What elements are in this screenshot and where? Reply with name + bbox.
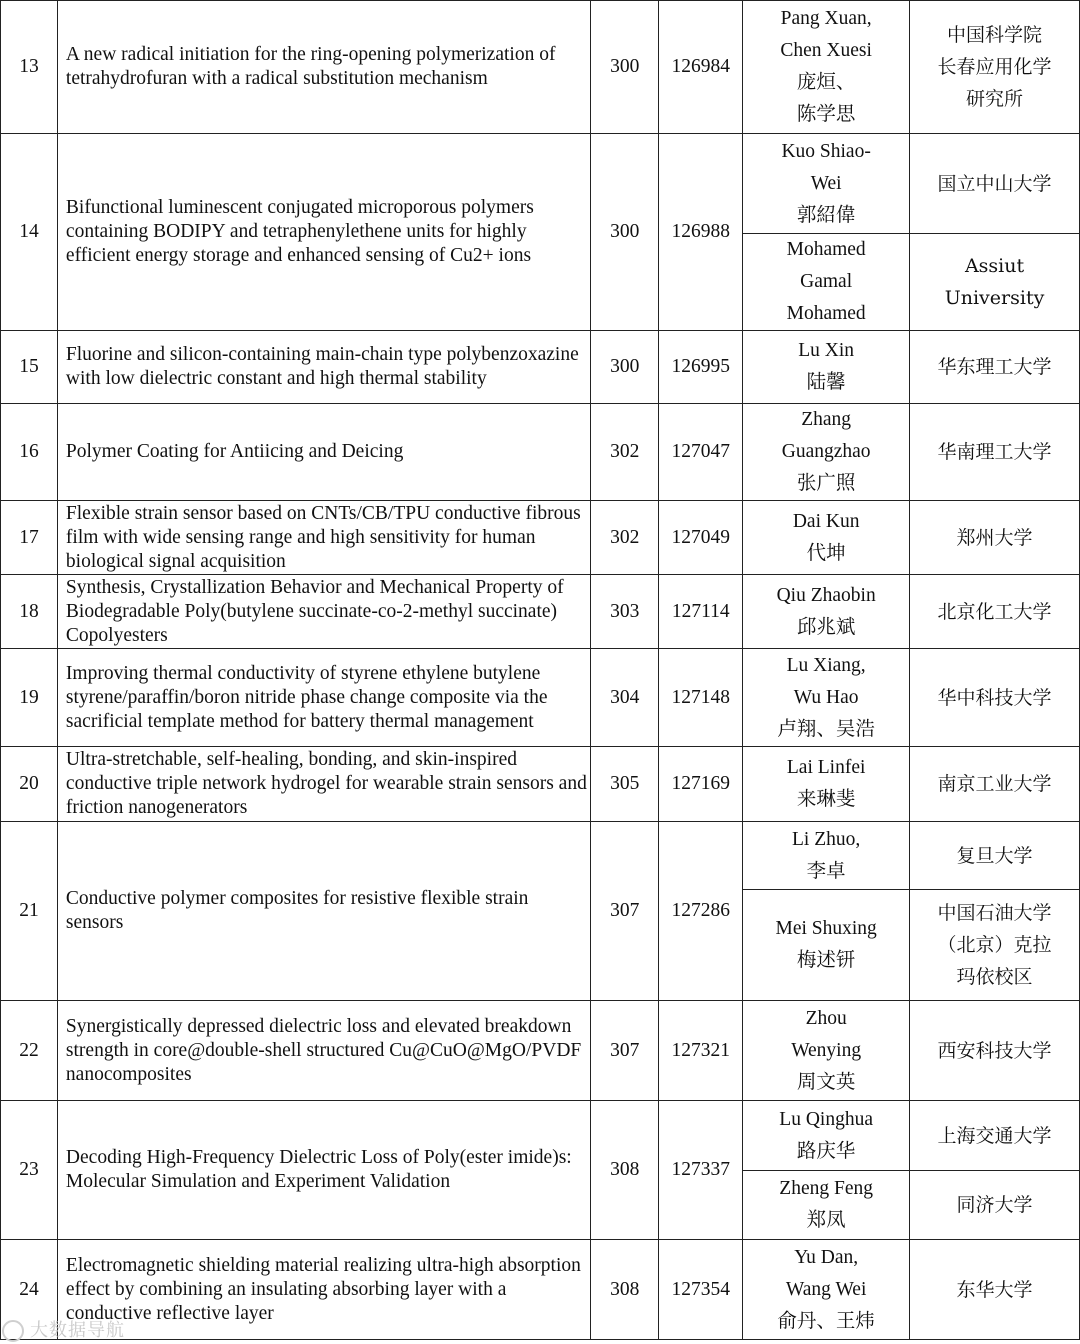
author-name-line: Wu Hao	[793, 686, 859, 708]
row-number: 14	[1, 134, 58, 331]
author-cell	[743, 1001, 910, 1101]
institution-cell	[910, 575, 1080, 649]
author-name-line: 郑凤	[806, 1210, 846, 1231]
institution-cell	[910, 501, 1080, 575]
row-number: 19	[1, 649, 58, 747]
author-name-line: Gamal	[800, 271, 853, 292]
author-name-line: Lu Xiang,	[786, 654, 866, 676]
article-number: 127114	[659, 575, 743, 649]
row-number: 15	[1, 331, 58, 404]
author-name-line: Pang Xuan,	[780, 8, 872, 29]
paper-title: Ultra-stretchable, self-healing, bonding, and skin-inspired conductive triple network hydrogel for wearable strain sensors and friction nanogenerators	[57, 747, 590, 822]
author-cell	[743, 649, 910, 747]
author-name-line: Dai Kun	[792, 510, 860, 532]
author-name-line: Lai Linfei	[786, 757, 866, 778]
author-name-line: 梅述钘	[796, 950, 856, 971]
institution-name-line: 上海交通大学	[937, 1124, 1052, 1147]
author-cell	[743, 1101, 910, 1171]
row-number: 22	[1, 1001, 58, 1101]
table-row	[1, 501, 1080, 575]
table-row	[1, 1240, 1080, 1340]
author-cell	[743, 1171, 910, 1240]
watermark-text: 大数据导航	[30, 1320, 125, 1341]
article-number: 127321	[659, 1001, 743, 1101]
author-name-line: Chen Xuesi	[780, 40, 872, 61]
author-name-line: Lu Qinghua	[779, 1108, 873, 1130]
author-cell	[743, 575, 910, 649]
volume-number: 304	[591, 649, 659, 747]
author-name-line: Li Zhuo,	[792, 828, 861, 850]
author-name-line: 陈学思	[796, 104, 856, 125]
author-name-line: Mei Shuxing	[775, 918, 877, 939]
table-row	[1, 822, 1080, 890]
table-row	[1, 134, 1080, 234]
article-number: 127049	[659, 501, 743, 575]
author-name-line: Mohamed	[786, 303, 866, 324]
watermark-logo-icon	[2, 1320, 24, 1342]
author-name-line: Wenying	[791, 1039, 862, 1061]
article-number: 126995	[659, 331, 743, 404]
institution-cell	[910, 404, 1080, 501]
institution-cell	[910, 822, 1080, 890]
institution-cell	[910, 1001, 1080, 1101]
institution-cell	[910, 234, 1080, 331]
author-name-line: Guangzhao	[781, 441, 871, 462]
author-name-line: Lu Xin	[798, 340, 855, 361]
author-name-line: Yu Dan,	[794, 1246, 859, 1268]
volume-number: 300	[591, 1, 659, 134]
author-name-line: 周文英	[796, 1071, 856, 1093]
author-cell	[743, 1240, 910, 1340]
institution-name-line: 国立中山大学	[937, 172, 1052, 195]
table-row	[1, 649, 1080, 747]
institution-name-line: 中国科学院	[947, 24, 1043, 46]
author-name-line: 来琳斐	[796, 789, 856, 810]
author-name-line: 俞丹、王炜	[777, 1310, 875, 1332]
article-number: 127047	[659, 404, 743, 501]
author-name-line: 张广照	[796, 473, 856, 494]
row-number: 21	[1, 822, 58, 1001]
volume-number: 308	[591, 1240, 659, 1340]
article-number: 127169	[659, 747, 743, 822]
paper-title: A new radical initiation for the ring-opening polymerization of tetrahydrofuran with a radical substitution mechanism	[57, 1, 590, 134]
row-number: 16	[1, 404, 58, 501]
institution-name-line: 中国石油大学	[937, 902, 1052, 924]
paper-title: Synthesis, Crystallization Behavior and Mechanical Property of Biodegradable Poly(butylene succinate-co-2-methyl succinate) Copolyesters	[57, 575, 590, 649]
author-name-line: 庞烜、	[796, 72, 856, 93]
paper-title: Improving thermal conductivity of styrene ethylene butylene styrene/paraffin/boron nitride phase change composite via the sacrificial template method for battery thermal management	[57, 649, 590, 747]
article-number: 126984	[659, 1, 743, 134]
author-name-line: 陆馨	[806, 372, 846, 393]
volume-number: 302	[591, 501, 659, 575]
volume-number: 302	[591, 404, 659, 501]
author-name-line: 邱兆斌	[796, 616, 856, 638]
institution-cell	[910, 649, 1080, 747]
institution-cell	[910, 1171, 1080, 1240]
author-name-line: 路庆华	[796, 1140, 856, 1162]
row-number: 17	[1, 501, 58, 575]
author-name-line: Zhou	[805, 1007, 847, 1029]
author-cell	[743, 501, 910, 575]
table-row	[1, 747, 1080, 822]
volume-number: 300	[591, 134, 659, 331]
row-number: 20	[1, 747, 58, 822]
institution-name-line: 西安科技大学	[937, 1039, 1052, 1062]
author-cell	[743, 134, 910, 234]
author-name-line: 郭紹偉	[796, 204, 856, 226]
paper-title: Bifunctional luminescent conjugated microporous polymers containing BODIPY and tetraphenylethene units for highly efficient energy storage and enhanced sensing of Cu2+ ions	[57, 134, 590, 331]
author-cell	[743, 890, 910, 1001]
paper-title: Polymer Coating for Antiicing and Deicing	[57, 404, 590, 501]
institution-cell	[910, 747, 1080, 822]
institution-name-line: 南京工业大学	[937, 773, 1052, 795]
table-row	[1, 1, 1080, 134]
volume-number: 305	[591, 747, 659, 822]
table-row	[1, 404, 1080, 501]
author-cell	[743, 234, 910, 331]
institution-name-line: 玛依校区	[956, 966, 1033, 988]
author-name-line: Mohamed	[786, 239, 866, 260]
author-name-line: Kuo Shiao-	[781, 140, 871, 162]
volume-number: 303	[591, 575, 659, 649]
author-name-line: Wang Wei	[785, 1278, 867, 1300]
institution-name-line: 华中科技大学	[937, 686, 1052, 709]
institution-name-line: 复旦大学	[956, 844, 1033, 867]
author-cell	[743, 404, 910, 501]
author-name-line: Zheng Feng	[779, 1178, 873, 1199]
row-number: 24	[1, 1240, 58, 1340]
table-body	[1, 1, 1080, 1340]
institution-cell	[910, 331, 1080, 404]
institution-name-line: 东华大学	[956, 1278, 1033, 1301]
institution-name-line: Assiut	[964, 255, 1025, 277]
table-row	[1, 1101, 1080, 1171]
institution-name-line: 同济大学	[956, 1194, 1033, 1216]
volume-number: 300	[591, 331, 659, 404]
paper-title: Synergistically depressed dielectric loss and elevated breakdown strength in core@double-shell structured Cu@CuO@MgO/PVDF nanocomposites	[57, 1001, 590, 1101]
institution-name-line: University	[944, 287, 1045, 309]
institution-cell	[910, 1, 1080, 134]
institution-name-line: 郑州大学	[956, 526, 1033, 549]
author-name-line: Zhang	[801, 409, 852, 430]
article-number: 126988	[659, 134, 743, 331]
institution-cell	[910, 1240, 1080, 1340]
volume-number: 307	[591, 822, 659, 1001]
row-number: 13	[1, 1, 58, 134]
paper-title: Decoding High-Frequency Dielectric Loss of Poly(ester imide)s: Molecular Simulation and Experiment Validation	[57, 1101, 590, 1240]
row-number: 23	[1, 1101, 58, 1240]
table-row	[1, 331, 1080, 404]
paper-title: Conductive polymer composites for resistive flexible strain sensors	[57, 822, 590, 1001]
institution-cell	[910, 890, 1080, 1001]
author-name-line: 李卓	[806, 860, 846, 882]
article-number: 127354	[659, 1240, 743, 1340]
volume-number: 307	[591, 1001, 659, 1101]
institution-name-line: （北京）克拉	[937, 934, 1052, 956]
institution-name-line: 长春应用化学	[937, 56, 1052, 78]
paper-title: Fluorine and silicon-containing main-chain type polybenzoxazine with low dielectric constant and high thermal stability	[57, 331, 590, 404]
paper-title: Flexible strain sensor based on CNTs/CB/TPU conductive fibrous film with wide sensing range and high sensitivity for human biological signal acquisition	[57, 501, 590, 575]
author-name-line: Wei	[810, 172, 842, 194]
author-cell	[743, 822, 910, 890]
author-name-line: Qiu Zhaobin	[776, 584, 876, 606]
institution-name-line: 研究所	[966, 88, 1024, 110]
table-row	[1, 1001, 1080, 1101]
watermark	[2, 1316, 125, 1342]
institution-name-line: 北京化工大学	[937, 600, 1052, 623]
row-number: 18	[1, 575, 58, 649]
author-name-line: 代坤	[806, 542, 846, 564]
author-name-line: 卢翔、吴浩	[777, 718, 875, 740]
volume-number: 308	[591, 1101, 659, 1240]
institution-name-line: 华东理工大学	[937, 356, 1052, 378]
institution-cell	[910, 134, 1080, 234]
institution-name-line: 华南理工大学	[937, 441, 1052, 463]
paper-title: Electromagnetic shielding material realizing ultra-high absorption effect by combining an insulating absorbing layer with a conductive reflective layer	[57, 1240, 590, 1340]
article-number: 127286	[659, 822, 743, 1001]
article-number: 127148	[659, 649, 743, 747]
table-row	[1, 575, 1080, 649]
author-cell	[743, 1, 910, 134]
institution-cell	[910, 1101, 1080, 1171]
author-cell	[743, 331, 910, 404]
article-number: 127337	[659, 1101, 743, 1240]
author-cell	[743, 747, 910, 822]
